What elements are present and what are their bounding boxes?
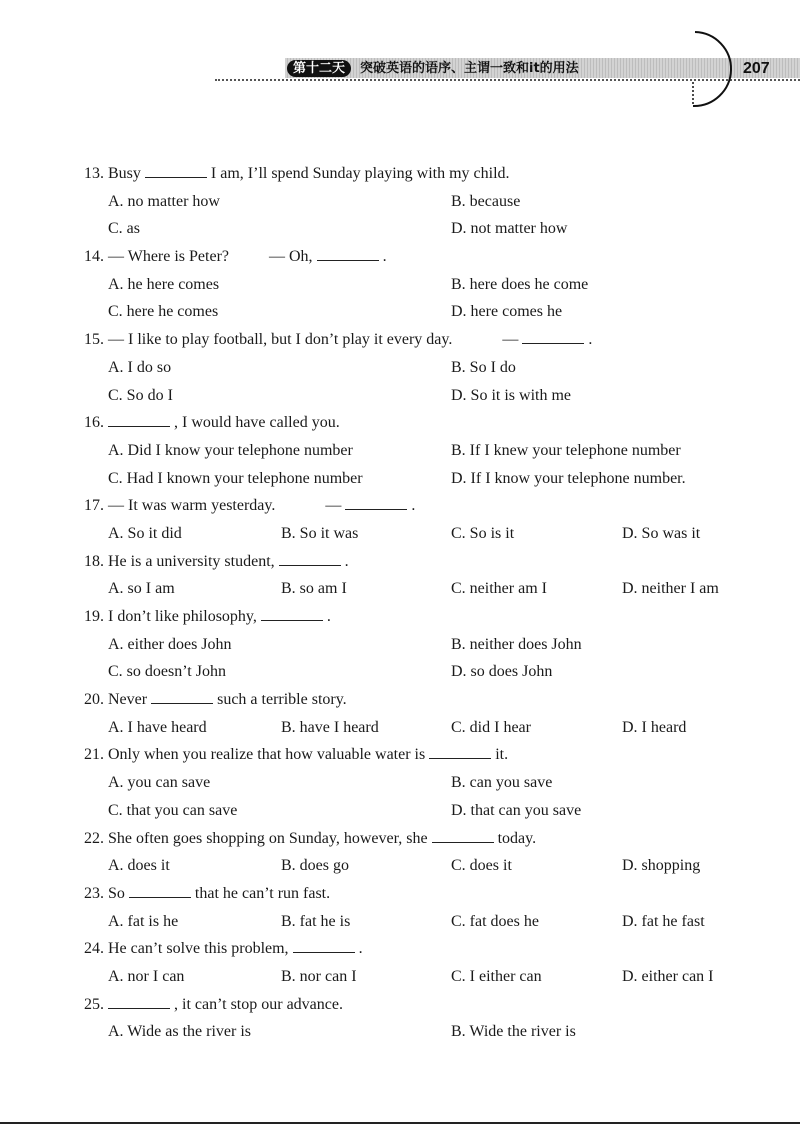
stem-text: . [358,940,363,958]
options-row [84,298,764,326]
options-row [84,354,764,382]
stem-text: . [344,552,349,570]
question-14 [84,243,764,326]
question-stem [84,548,764,576]
question-20 [84,686,764,741]
option-c[interactable]: C. does it [451,857,512,875]
stem-text: — [325,497,342,515]
option-c[interactable]: C. here he comes [108,303,219,321]
option-d[interactable]: D. that can you save [451,801,582,819]
option-d[interactable]: D. shopping [622,857,701,875]
question-stem [84,741,764,769]
options-row [84,437,764,465]
stem-text: 24. He can’t solve this problem, [84,940,289,958]
question-stem [84,991,764,1019]
option-b[interactable]: B. does go [281,857,349,875]
option-d[interactable]: D. I heard [622,718,687,736]
options-row [84,797,764,825]
stem-text: it. [495,746,509,764]
option-c[interactable]: C. neither am I [451,580,547,598]
options-row [84,465,764,493]
page-number: 207 [743,60,770,77]
question-17 [84,492,764,547]
question-22 [84,825,764,880]
stem-text: 15. — I like to play football, but I don’t play it every day. [84,331,453,349]
option-b[interactable]: B. Wide the river is [451,1023,576,1041]
option-b[interactable]: B. so am I [281,580,347,598]
stem-text: 13. Busy [84,165,141,182]
question-stem [84,243,764,271]
option-d[interactable]: D. neither I am [622,580,719,598]
option-c[interactable]: C. I either can [451,967,542,985]
option-a[interactable]: A. So it did [108,524,182,542]
question-23 [84,880,764,935]
stem-text: 16. [84,414,104,432]
option-a[interactable]: A. fat is he [108,912,179,930]
option-d[interactable]: D. If I know your telephone number. [451,469,686,487]
options-row [84,188,764,216]
option-d[interactable]: D. either can I [622,967,714,985]
question-16 [84,409,764,492]
question-25 [84,991,764,1046]
question-21 [84,741,764,824]
stem-text: 18. He is a university student, [84,552,275,570]
option-d[interactable]: D. So was it [622,524,701,542]
option-a[interactable]: A. you can save [108,774,211,792]
stem-text: 17. — It was warm yesterday. [84,497,276,515]
header-arc-ornament [655,28,735,110]
option-a[interactable]: A. I do so [108,358,172,376]
question-stem [84,409,764,437]
options-row [84,769,764,797]
option-b[interactable]: B. neither does John [451,635,582,653]
options-row [84,963,764,991]
day-tag: 第十二天 [287,60,351,77]
stem-text: , it can’t stop our advance. [174,995,343,1013]
option-a[interactable]: A. Did I know your telephone number [108,441,353,459]
answer-blank[interactable] [429,743,491,759]
options-row [84,1018,764,1046]
question-stem [84,160,764,188]
option-a[interactable]: A. does it [108,857,170,875]
option-b[interactable]: B. If I knew your telephone number [451,441,681,459]
question-stem [84,880,764,908]
options-row [84,658,764,686]
option-c[interactable]: C. so doesn’t John [108,663,226,681]
stem-text: 25. [84,995,104,1013]
option-b[interactable]: B. nor can I [281,967,357,985]
stem-text: 21. Only when you realize that how valuable water is [84,746,426,764]
options-row [84,908,764,936]
option-d[interactable]: D. fat he fast [622,912,705,930]
answer-blank[interactable] [279,550,341,566]
stem-text: — Oh, [269,248,313,266]
answer-blank[interactable] [108,993,170,1009]
option-b[interactable]: B. So I do [451,358,516,376]
option-b[interactable]: B. have I heard [281,718,379,736]
option-a[interactable]: A. so I am [108,580,175,598]
question-15 [84,326,764,409]
option-d[interactable]: D. here comes he [451,303,563,321]
stem-text: 22. She often goes shopping on Sunday, however, she [84,829,428,847]
question-stem [84,326,764,354]
stem-text: — [502,331,519,349]
option-b[interactable]: B. So it was [281,524,359,542]
question-18 [84,548,764,603]
answer-blank[interactable] [145,162,207,178]
answer-blank[interactable] [129,882,191,898]
page-header [0,0,800,110]
question-13 [84,160,764,243]
stem-text: , I would have called you. [174,414,340,432]
option-b[interactable]: B. here does he come [451,275,589,293]
options-row [84,271,764,299]
answer-blank[interactable] [293,937,355,953]
stem-text: . [382,248,387,266]
option-a[interactable]: A. nor I can [108,967,185,985]
chapter-title: 突破英语的语序、主谓一致和it的用法 [360,61,579,76]
question-19 [84,603,764,686]
options-row [84,575,764,603]
answer-blank[interactable] [151,688,213,704]
stem-text: . [326,608,331,625]
option-c[interactable]: C. Had I known your telephone number [108,469,363,487]
stem-text: such a terrible story. [217,691,347,709]
option-a[interactable]: A. Wide as the river is [108,1023,252,1041]
options-row [84,382,764,410]
option-c[interactable]: C. did I hear [451,718,531,736]
stem-text: 19. I don’t like philosophy, [84,608,257,625]
options-row [84,852,764,880]
question-24 [84,935,764,990]
stem-text: that he can’t run fast. [194,884,331,902]
option-a[interactable]: A. either does John [108,635,232,653]
answer-blank[interactable] [345,494,407,510]
question-stem [84,603,764,631]
answer-blank[interactable] [432,827,494,843]
options-row [84,714,764,742]
stem-text: . [411,497,416,515]
footer-rule [0,1122,800,1124]
option-a[interactable]: A. he here comes [108,275,220,293]
answer-blank[interactable] [317,245,379,261]
option-c[interactable]: C. So is it [451,524,515,542]
option-d[interactable]: D. So it is with me [451,386,572,404]
stem-text: . [588,331,593,349]
option-d[interactable]: D. so does John [451,663,553,681]
stem-text: I am, I’ll spend Sunday playing with my child. [210,165,510,182]
options-row [84,215,764,243]
option-a[interactable]: A. no matter how [108,192,220,210]
option-b[interactable]: B. can you save [451,774,553,792]
stem-text: 23. So [84,884,125,902]
option-b[interactable]: B. because [451,192,521,210]
answer-blank[interactable] [108,411,170,427]
options-row [84,520,764,548]
option-a[interactable]: A. I have heard [108,718,207,736]
question-list [84,160,764,1046]
stem-text: 14. — Where is Peter? [84,248,229,266]
option-c[interactable]: C. fat does he [451,912,539,930]
option-c[interactable]: C. So do I [108,386,173,404]
stem-text: today. [497,829,537,847]
option-c[interactable]: C. as [108,220,140,238]
question-stem [84,492,764,520]
stem-text: 20. Never [84,691,148,709]
option-b[interactable]: B. fat he is [281,912,351,930]
options-row [84,631,764,659]
option-c[interactable]: C. that you can save [108,801,238,819]
question-stem [84,686,764,714]
answer-blank[interactable] [261,605,323,621]
answer-blank[interactable] [522,328,584,344]
question-stem [84,825,764,853]
question-stem [84,935,764,963]
option-d[interactable]: D. not matter how [451,220,568,238]
